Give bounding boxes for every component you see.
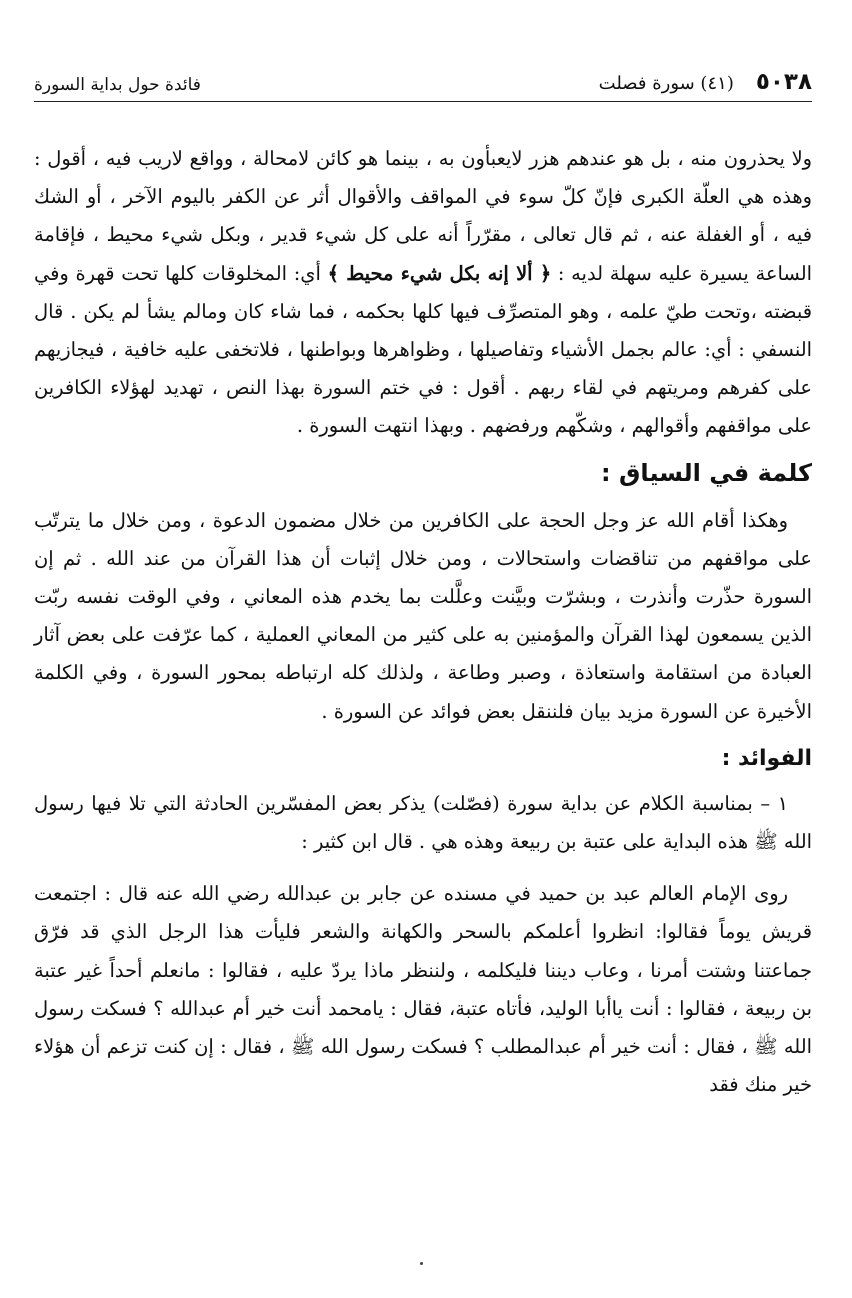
page-mark [420, 1262, 423, 1265]
quran-quote: ﴿ ألا إنه بكل شيء محيط ﴾ [327, 261, 552, 285]
paragraph-commentary [34, 140, 812, 446]
paragraph-commentary-text: ولا يحذرون منه ، بل هو عندهم هزر لايعبأون به ، بينما هو كائن لامحالة ، وواقع لاريب فيه ، أقول : وهذه هي العلّة الكبرى فإنّ كلّ سوء في المواقف والأقوال أثر عن الكفر باليوم الآخر ، أو الشك فيه ، أو الغفلة عنه ، ثم قال تعالى ، مقرّراً أنه على كل شيء قدير ، وبكل شيء محيط ، فإقامة الساعة يسيرة عليه سهلة لديه : [34, 147, 812, 285]
surah-title: (٤١) سورة فصلت [598, 73, 734, 94]
page-content [34, 114, 812, 1104]
paragraph-context: وهكذا أقام الله عز وجل الحجة على الكافرين من خلال مضمون الدعوة ، ومن خلال ما يترتّب على مواقفهم من تناقضات واستحالات ، ومن خلال إثبات أن هذا القرآن من عند الله . ثم إن السورة حذّرت وأنذرت ، وبشرّت وبيَّنت وعلَّلت بما يخدم هذه المعاني ، وفي الوقت نفسه ربّت الذين يسمعون لهذا القرآن والمؤمنين به على كثير من المعاني العملية ، كما عرّفت على بعض آثار العبادة من استقامة واستعاذة ، وصبر وطاعة ، ولذلك كله ارتباطه بمحور السورة ، وفي الكلمة الأخيرة عن السورة مزيد بيان فلننقل بعض فوائد عن السورة . [34, 508, 812, 723]
page-number: ٥٠٣٨ [755, 69, 812, 95]
page-header [34, 62, 812, 102]
section-heading-context: كلمة في السياق : [601, 458, 812, 487]
running-title: فائدة حول بداية السورة [34, 75, 201, 95]
paragraph-benefit-1: ١ – بمناسبة الكلام عن بداية سورة (فصّلت) يذكر بعض المفسّرين الحادثة التي تلا فيها رسول الله ﷺ هذه البداية على عتبة بن ربيعة وهذه هي . قال ابن كثير : [34, 791, 812, 854]
paragraph-commentary-continued: أي: المخلوقات كلها تحت قهرة وفي قبضته ،وتحت طيّ علمه ، وهو المتصرِّف فيها كلها بحكمه ، فما شاء كان ومالم يشأ لم يكن . قال النسفي : أي: عالم بجمل الأشياء وتفاصيلها ، وظواهرها وبواطنها ، فلاتخفى عليه خافية ، فيجازيهم على كفرهم ومريتهم في لقاء ربهم . أقول : في ختم السورة بهذا النص ، تهديد لهؤلاء الكافرين على مواقفهم وأقوالهم ، وشكّهم ورفضهم . وبهذا انتهت السورة . [34, 261, 812, 438]
section-heading-benefits: الفوائد : [721, 745, 812, 771]
header-right-group [599, 69, 812, 95]
paragraph-hadith: روى الإمام العالم عبد بن حميد في مسنده عن جابر بن عبدالله رضي الله عنه قال : اجتمعت قريش يوماً فقالوا: انظروا أعلمكم بالسحر والكهانة والشعر فليأت هذا الرجل الذي قد فرّق جماعتنا وشتت أمرنا ، وعاب ديننا فليكلمه ، ولننظر ماذا يردّ عليه ، فقالوا : مانعلم أحداً غير عتبة بن ربيعة ، فقالوا : أنت ياأبا الوليد، فأتاه عتبة، فقال : يامحمد أنت خير أم عبدالله ؟ فسكت رسول الله ﷺ ، فقال : أنت خير أم عبدالمطلب ؟ فسكت رسول الله ﷺ ، فقال : إن كنت تزعم أن هؤلاء خير منك فقد [34, 882, 812, 1097]
